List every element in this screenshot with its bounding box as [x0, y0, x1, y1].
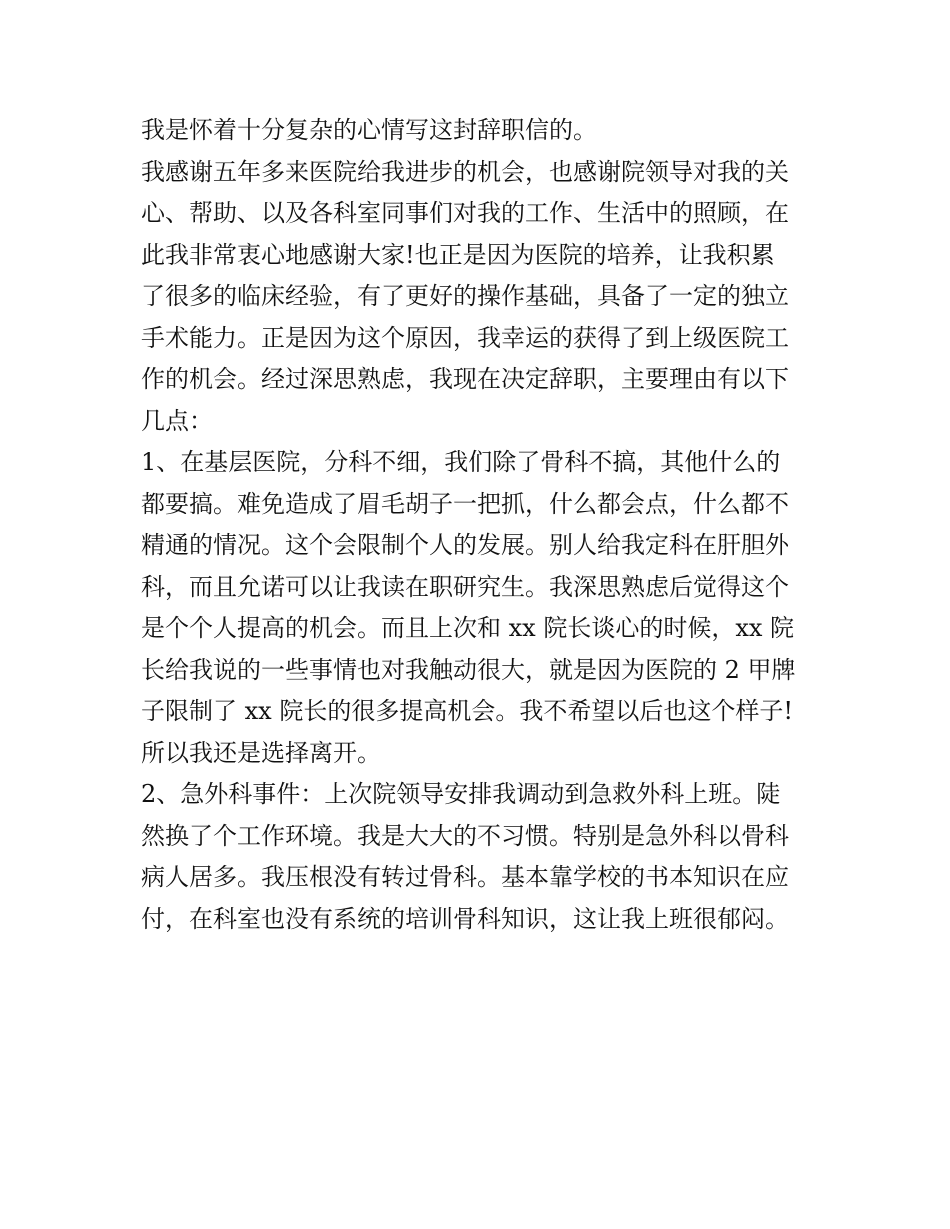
text-line: 作的机会。经过深思熟虑，我现在决定辞职，主要理由有以下	[141, 365, 789, 393]
text-line: 都要搞。难免造成了眉毛胡子一把抓，什么都会点，什么都不	[141, 489, 789, 518]
text-line: 几点：	[141, 406, 213, 435]
text-line: 长给我说的一些事情也对我触动很大，就是因为医院的 2 甲牌	[141, 655, 796, 684]
text-line: 2、急外科事件：上次院领导安排我调动到急救外科上班。陡	[141, 780, 781, 808]
letter-body	[141, 110, 821, 940]
text-line: 1、在基层医院，分科不细，我们除了骨科不搞，其他什么的	[141, 448, 781, 476]
text-line: 精通的情况。这个会限制个人的发展。别人给我定科在肝胆外	[141, 531, 789, 559]
text-line: 子限制了 xx 院长的很多提高机会。我不希望以后也这个样子!	[141, 697, 793, 725]
text-line: 我是怀着十分复杂的心情写这封辞职信的。	[141, 116, 597, 144]
text-line: 所以我还是选择离开。	[141, 738, 381, 767]
text-line: 此我非常衷心地感谢大家!也正是因为医院的培养，让我积累	[141, 240, 775, 269]
text-line: 付，在科室也没有系统的培训骨科知识，这让我上班很郁闷。	[141, 904, 789, 933]
text-line: 病人居多。我压根没有转过骨科。基本靠学校的书本知识在应	[141, 863, 789, 891]
text-line: 科，而且允诺可以让我读在职研究生。我深思熟虑后觉得这个	[141, 572, 789, 601]
text-line: 手术能力。正是因为这个原因，我幸运的获得了到上级医院工	[141, 323, 789, 352]
text-line: 心、帮助、以及各科室同事们对我的工作、生活中的照顾，在	[141, 199, 789, 227]
text-line: 了很多的临床经验，有了更好的操作基础，具备了一定的独立	[141, 282, 789, 310]
text-line: 然换了个工作环境。我是大大的不习惯。特别是急外科以骨科	[141, 821, 789, 850]
text-line: 我感谢五年多来医院给我进步的机会，也感谢院领导对我的关	[141, 157, 789, 186]
text-line: 是个个人提高的机会。而且上次和 xx 院长谈心的时候，xx 院	[141, 614, 795, 642]
